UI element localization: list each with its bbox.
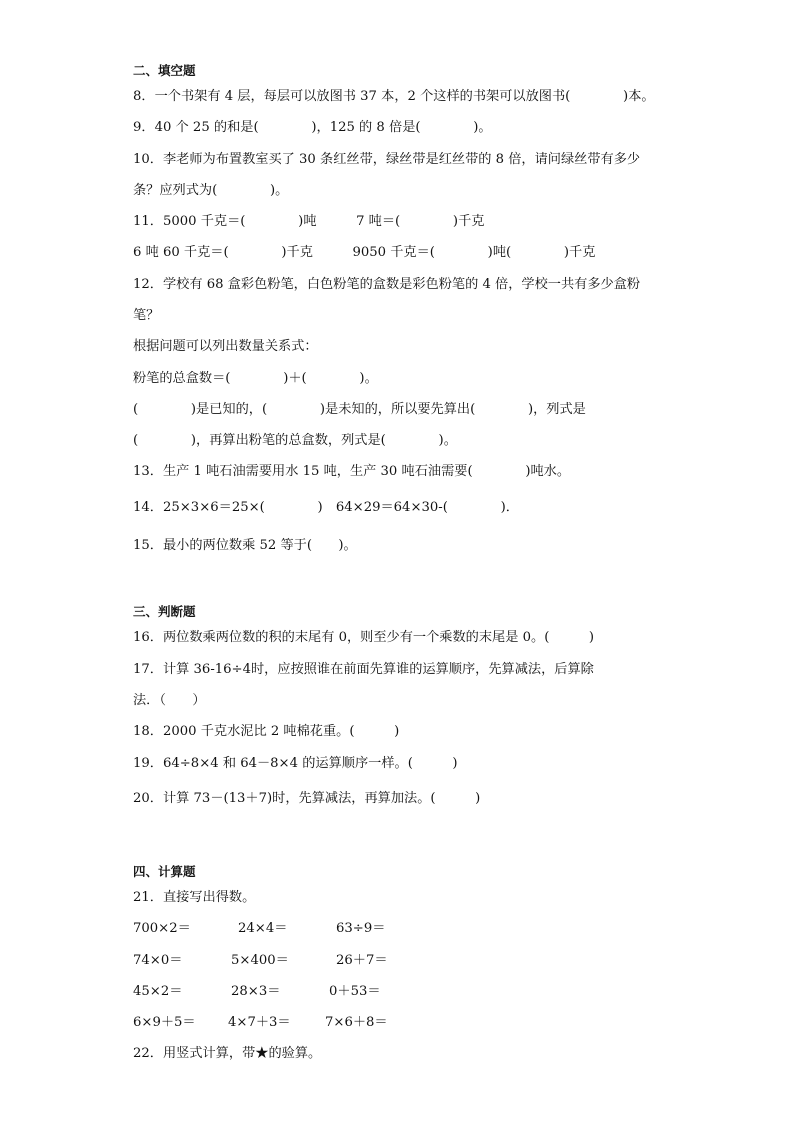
- question-12-line-5: ( )是已知的，( )是未知的，所以要先算出( )，列式是: [133, 402, 586, 417]
- question-22: 22．用竖式计算，带★的验算。: [133, 1046, 322, 1061]
- question-17-line-1: 17．计算 36-16÷4时，应按照谁在前面先算谁的运算顺序，先算减法，后算除: [133, 662, 594, 677]
- section-title-judge: 三、判断题: [133, 604, 196, 619]
- oral-item: 5×400＝: [231, 953, 289, 968]
- section-title-calc: 四、计算题: [133, 864, 196, 879]
- question-15: 15．最小的两位数乘 52 等于( )。: [133, 538, 357, 553]
- question-18: 18．2000 千克水泥比 2 吨棉花重。( ): [133, 724, 400, 739]
- question-8: 8．一个书架有 4 层，每层可以放图书 37 本，2 个这样的书架可以放图书( )本。: [133, 89, 655, 104]
- question-19: 19．64÷8×4 和 64－8×4 的运算顺序一样。( ): [133, 756, 458, 771]
- oral-item: 700×2＝: [133, 921, 191, 936]
- question-17-line-2: 法．（ ）: [133, 693, 206, 708]
- oral-item: 7×6＋8＝: [325, 1015, 388, 1030]
- question-10-line-1: 10．李老师为布置教室买了 30 条红丝带，绿丝带是红丝带的 8 倍，请问绿丝带有多少: [133, 152, 641, 167]
- question-12-line-3: 根据问题可以列出数量关系式：: [133, 339, 318, 354]
- oral-item: 63÷9＝: [336, 921, 386, 936]
- oral-item: 6×9＋5＝: [133, 1015, 196, 1030]
- oral-item: 0＋53＝: [329, 984, 381, 999]
- question-9: 9．40 个 25 的和是( )，125 的 8 倍是( )。: [133, 120, 492, 135]
- question-21: 21．直接写出得数。: [133, 890, 256, 905]
- question-16: 16．两位数乘两位数的积的末尾有 0，则至少有一个乘数的末尾是 0。( ): [133, 630, 595, 645]
- oral-item: 4×7＋3＝: [228, 1015, 291, 1030]
- question-14: 14．25×3×6＝25×( ) 64×29＝64×30-( )．: [133, 500, 519, 515]
- question-12-line-1: 12．学校有 68 盒彩色粉笔，白色粉笔的盒数是彩色粉笔的 4 倍，学校一共有多少盒粉: [133, 277, 641, 292]
- oral-item: 28×3＝: [231, 984, 281, 999]
- question-12-line-2: 笔？: [133, 308, 160, 323]
- question-20: 20．计算 73－(13＋7)时，先算减法，再算加法。( ): [133, 791, 481, 806]
- question-13: 13．生产 1 吨石油需要用水 15 吨，生产 30 吨石油需要( )吨水。: [133, 464, 571, 479]
- question-12-line-6: ( )，再算出粉笔的总盒数，列式是( )。: [133, 433, 457, 448]
- question-10-line-2: 条？应列式为( )。: [133, 183, 289, 198]
- oral-item: 24×4＝: [238, 921, 288, 936]
- question-11-line-1: 11．5000 千克＝( )吨 7 吨＝( )千克: [133, 214, 485, 229]
- question-11-line-2: 6 吨 60 千克＝( )千克 9050 千克＝( )吨( )千克: [133, 245, 596, 260]
- section-title-fill: 二、填空题: [133, 63, 196, 78]
- oral-item: 26＋7＝: [336, 953, 388, 968]
- oral-item: 74×0＝: [133, 953, 183, 968]
- oral-item: 45×2＝: [133, 984, 183, 999]
- question-12-line-4: 粉笔的总盒数＝( )＋( )。: [133, 371, 378, 386]
